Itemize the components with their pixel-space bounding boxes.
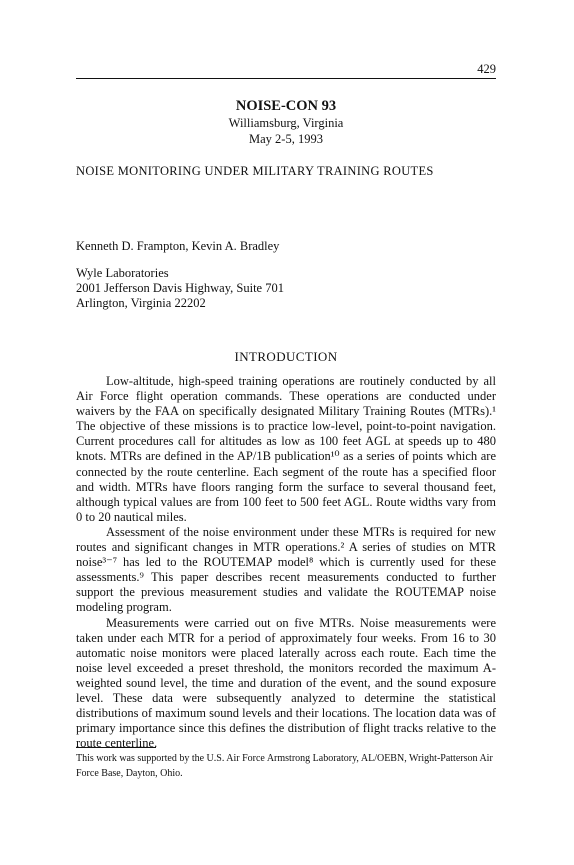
footnote: This work was supported by the U.S. Air Force Armstrong Laboratory, AL/OEBN, Wright-Patterson Air Force Base, Dayton, Ohio. bbox=[76, 753, 493, 779]
affiliation-city: Arlington, Virginia 22202 bbox=[76, 296, 206, 310]
affiliation-organization: Wyle Laboratories bbox=[76, 266, 169, 280]
paragraph: Assessment of the noise environment under these MTRs is required for new routes and significant changes in MTR operations.² A series of studies on MTR noise³⁻⁷ has led to the ROUTEMAP model⁸ which is currently used for these assessments.⁹ This paper describes recent measurements conducted to further support the previous measurement studies and validate the ROUTEMAP noise modeling program. bbox=[76, 524, 496, 615]
authors: Kenneth D. Frampton, Kevin A. Bradley bbox=[76, 239, 280, 253]
affiliation-street: 2001 Jefferson Davis Highway, Suite 701 bbox=[76, 281, 284, 295]
conference-name: NOISE-CON 93 bbox=[235, 98, 337, 114]
paragraph: Low-altitude, high-speed training operations are routinely conducted by all Air Force flight operation commands. These operations are conducted under waivers by the FAA on specifically designated Military Training Routes (MTRs).¹ The objective of these missions is to practice low-level, point-to-point navigation. Current procedures call for altitudes as low as 100 feet AGL at speeds up to 480 knots. MTRs are defined in the AP/1B publication¹⁰ as a series of points which are connected by the route centerline. Each segment of the route has a specified floor and width. MTRs have floors ranging form the surface to several thousand feet, although typical values are from 100 feet to 500 feet AGL. Route widths vary from 0 to 20 nautical miles. bbox=[76, 374, 496, 524]
footnote-rule bbox=[76, 747, 156, 748]
conference-location: Williamsburg, Virginia bbox=[228, 116, 344, 130]
body-text bbox=[76, 374, 496, 751]
paragraph: Measurements were carried out on five MTRs. Noise measurements were taken under each MTR for a period of approximately four weeks. From 16 to 30 automatic noise monitors were placed laterally across each route. Each time the noise level exceeded a preset threshold, the monitors recorded the maximum A-weighted sound level, the time and duration of the event, and the sound exposure level. These data were subsequently analyzed to determine the statistical distributions of maximum sound levels and their locations. The location data was of primary importance since this defines the distribution of flight tracks relative to the route centerline. bbox=[76, 615, 496, 751]
conference-dates: May 2-5, 1993 bbox=[249, 132, 323, 146]
section-heading: INTRODUCTION bbox=[234, 349, 338, 364]
page-number: 429 bbox=[477, 62, 496, 76]
paper-title: NOISE MONITORING UNDER MILITARY TRAINING ROUTES bbox=[76, 164, 434, 178]
header-rule bbox=[76, 78, 496, 79]
